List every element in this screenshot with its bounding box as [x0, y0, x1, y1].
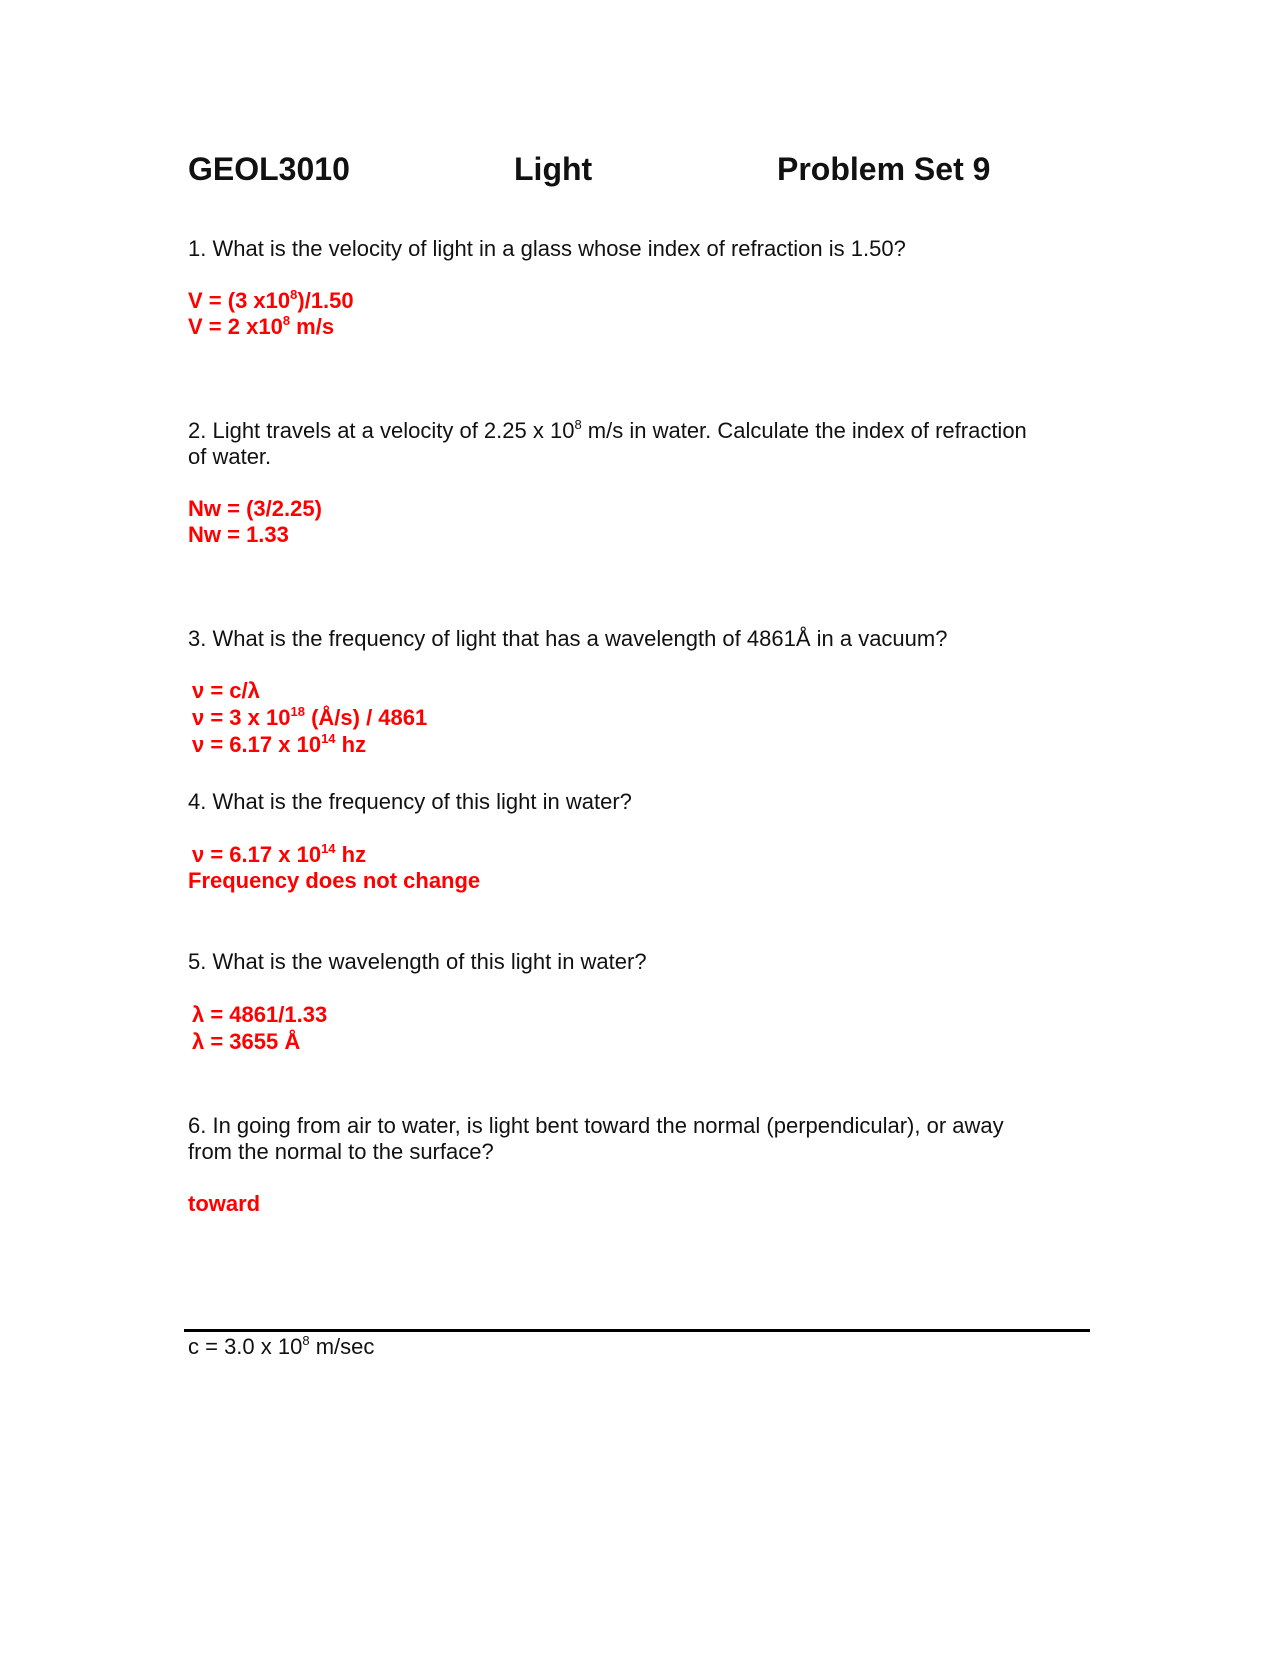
question-6-line-1: 6. In going from air to water, is light bent toward the normal (perpendicular), or away: [188, 1113, 1004, 1138]
answer-1-line-2: V = 2 $x10^8$ m/s: [188, 313, 335, 339]
question-5: 5. What is the wavelength of this light in water?: [188, 949, 647, 974]
answer-2-line-1: Nw = (3/2.25): [188, 496, 322, 521]
course-code: GEOL3010: [188, 151, 350, 187]
question-3: 3. What is the frequency of light that has a wavelength of 4861Å in a vacuum?: [188, 626, 948, 651]
topic-title: Light: [514, 151, 593, 187]
question-4: 4. What is the frequency of this light in water?: [188, 789, 632, 814]
answer-3-line-1: ν = c/λ: [192, 678, 260, 703]
answer-2-line-2: Nw = 1.33: [188, 522, 289, 547]
question-2-line-1: 2. Light travels at a velocity of 2.25 x $10^8$ m/s in water. Calculate the index of refraction: [188, 417, 1027, 443]
answer-4-line-2: Frequency does not change: [188, 868, 481, 893]
problem-set-title: Problem Set 9: [777, 151, 991, 187]
footer-rule: [184, 1329, 1090, 1332]
answer-3-line-2: ν = 3 x $10^{18}$ (Å/s) / 4861: [192, 704, 428, 730]
answer-6: toward: [188, 1191, 261, 1216]
question-2-line-2: of water.: [188, 444, 272, 469]
question-6-line-2: from the normal to the surface?: [188, 1139, 494, 1164]
footer-constant: c = 3.0 x $10^8$ m/sec: [188, 1333, 375, 1359]
answer-5-line-2: λ = 3655 Å: [192, 1029, 301, 1054]
answer-5-line-1: λ = 4861/1.33: [192, 1002, 328, 1027]
answer-1-line-1: V = (3 $x10^8)/1.50$: [188, 287, 354, 313]
answer-4-line-1: ν = 6.17 x $10^{14}$ hz: [192, 841, 367, 867]
answer-3-line-3: ν = 6.17 x $10^{14}$ hz: [192, 731, 367, 757]
question-1: 1. What is the velocity of light in a glass whose index of refraction is 1.50?: [188, 236, 906, 261]
